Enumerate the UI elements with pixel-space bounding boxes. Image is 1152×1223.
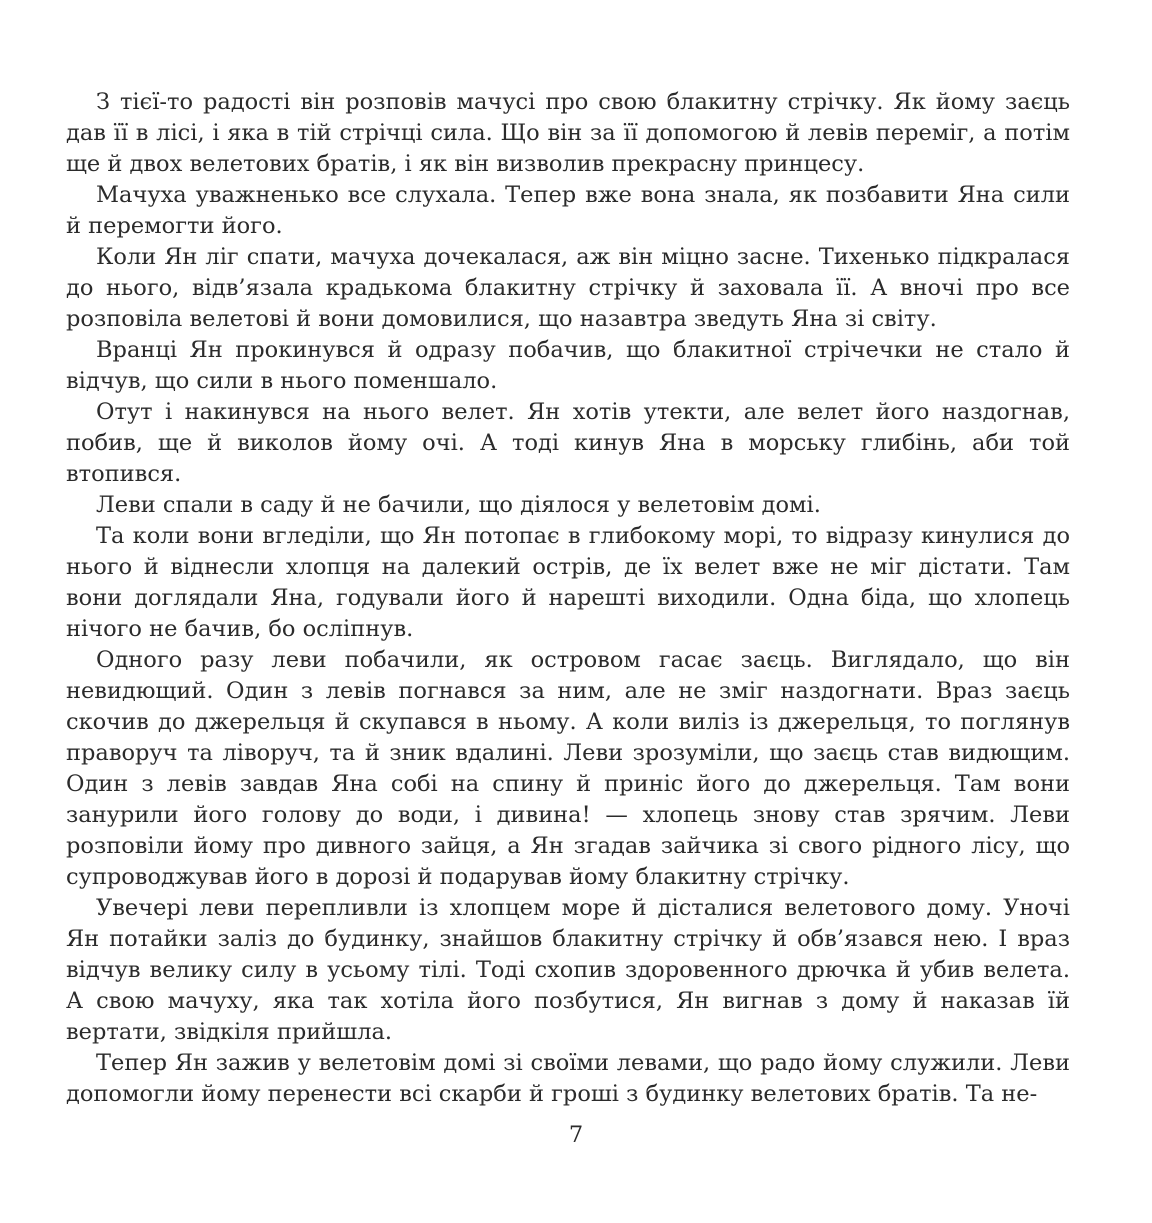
paragraph: Леви спали в саду й не бачили, що діялося у велетовім домі. bbox=[96, 492, 821, 518]
paragraph: Одного разу леви побачили, як островом гасає заєць. Виглядало, що він невидющий. Один з левів погнався за ним, але не зміг наздогнати. Враз заєць скочив до джерельця й скупався в ньому. А коли виліз із джерельця, то поглянув праворуч та ліворуч, та й зник вдалині. Леви зрозуміли, що заєць став видющим. Один з левів завдав Яна собі на спину й приніс його до джерельця. Там вони занурили його голову до води, і дивина! — хлопець знову став зрячим. Леви розповіли йому про дивного зайця, а Ян згадав зайчика зі свого рідного лісу, що супроводжував його в дорозі й подарував йому блакитну стрічку. bbox=[66, 647, 1070, 890]
page-number: 7 bbox=[568, 1122, 584, 1148]
paragraph: Та коли вони вгледіли, що Ян потопає в глибокому морі, то відразу кинулися до нього й віднесли хлопця на далекий острів, де їх велет вже не міг дістати. Там вони доглядали Яна, годували його й нарешті виходили. Одна біда, що хлопець нічого не бачив, бо осліпнув. bbox=[66, 523, 1070, 642]
paragraph: Коли Ян ліг спати, мачуха дочекалася, аж він міцно засне. Тихенько підкралася до нього, відв’язала крадькома блакитну стрічку й заховала її. А вночі про все розповіла велетові й вони домовилися, що назавтра зведуть Яна зі світу. bbox=[66, 244, 1070, 332]
paragraph: З тієї-то радості він розповів мачусі про свою блакитну стрічку. Як йому заєць дав її в лісі, і яка в тій стрічці сила. Що він за її допомогою й левів переміг, а потім ще й двох велетових братів, і як він визволив прекрасну принцесу. bbox=[66, 89, 1070, 177]
paragraph: Увечері леви перепливли із хлопцем море й дісталися велетового дому. Уночі Ян потайки заліз до будинку, знайшов блакитну стрічку й обв’язався нею. І враз відчув велику силу в усьому тілі. Тоді схопив здоровенного дрючка й убив велета. А свою мачуху, яка так хотіла його позбутися, Ян вигнав з дому й наказав їй вертати, звідкіля прийшла. bbox=[66, 895, 1070, 1045]
page-body bbox=[66, 87, 1070, 1110]
paragraph: Мачуха уважненько все слухала. Тепер вже вона знала, як позбавити Яна сили й перемогти його. bbox=[66, 182, 1070, 239]
paragraph: Вранці Ян прокинувся й одразу побачив, що блакитної стрічечки не стало й відчув, що сили в нього поменшало. bbox=[66, 337, 1070, 394]
paragraph: Тепер Ян зажив у велетовім домі зі своїми левами, що радо йому служили. Леви допомогли йому перенести всі скарби й гроші з будинку велетових братів. Та не- bbox=[66, 1050, 1070, 1107]
paragraph: Отут і накинувся на нього велет. Ян хотів утекти, але велет його наздогнав, побив, ще й виколов йому очі. А тоді кинув Яна в морську глибінь, аби той втопився. bbox=[66, 399, 1070, 487]
